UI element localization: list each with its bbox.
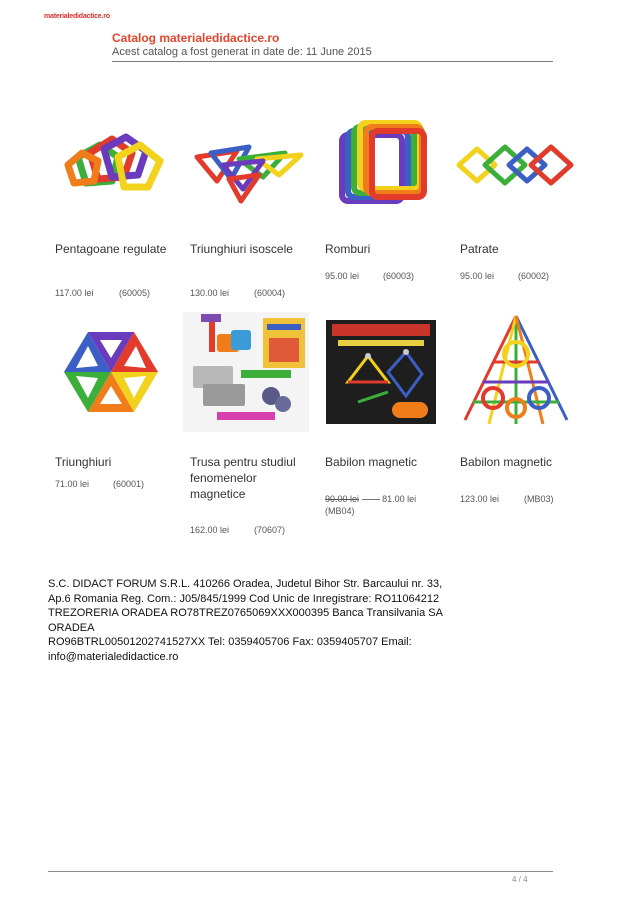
product-code: (MB03) xyxy=(524,494,554,504)
product-name[interactable]: Patrate xyxy=(460,242,499,256)
product-image[interactable] xyxy=(318,312,444,432)
company-line: Ap.6 Romania Reg. Com.: J05/845/1999 Cod Unic de Inregistrare: RO11064212 xyxy=(48,592,440,605)
product-price: 117.00 lei xyxy=(55,288,94,298)
product-price: 130.00 lei xyxy=(190,288,230,298)
product-name[interactable]: Trusa pentru studiul fenomenelor magnetice xyxy=(190,455,296,501)
product-card[interactable] xyxy=(318,105,454,281)
product-price-row xyxy=(460,271,590,281)
product-price-row xyxy=(460,494,590,504)
product-code: (60004) xyxy=(254,288,286,298)
product-image[interactable] xyxy=(318,105,444,225)
product-card[interactable] xyxy=(48,105,184,298)
product-card[interactable] xyxy=(453,312,589,504)
company-line: info@materialedidactice.ro xyxy=(48,650,179,663)
company-info xyxy=(48,577,488,665)
product-price-row xyxy=(55,479,185,489)
product-name[interactable]: Babilon magnetic xyxy=(460,455,553,469)
strike-line xyxy=(362,499,380,500)
product-code: (60003) xyxy=(383,271,415,281)
product-image[interactable] xyxy=(183,312,309,432)
product-code: (60001) xyxy=(113,479,145,489)
product-card[interactable] xyxy=(453,105,589,281)
catalog-title: Catalog materialedidactice.ro xyxy=(112,31,280,45)
site-logo: materialedidactice.ro xyxy=(44,13,110,20)
product-price: 81.00 lei xyxy=(382,494,417,504)
company-line: RO96BTRL00501202741527XX Tel: 0359405706 Fax: 0359405707 Email: xyxy=(48,636,412,649)
product-price: 162.00 lei xyxy=(190,525,230,535)
product-price: 95.00 lei xyxy=(460,271,495,281)
product-price: 95.00 lei xyxy=(325,271,360,281)
header-divider xyxy=(112,61,553,62)
product-price: 123.00 lei xyxy=(460,494,500,504)
product-price: 71.00 lei xyxy=(55,479,90,489)
product-name[interactable]: Triunghiuri xyxy=(55,455,112,469)
product-price-row xyxy=(190,525,320,535)
product-card[interactable] xyxy=(183,312,319,535)
product-code-row xyxy=(325,506,455,516)
product-card[interactable] xyxy=(183,105,319,298)
product-image[interactable] xyxy=(453,105,579,225)
page-number: 4 / 4 xyxy=(512,875,528,884)
product-old-price: 90.00 lei xyxy=(325,494,360,504)
product-price-row xyxy=(325,494,455,504)
product-image[interactable] xyxy=(183,105,309,225)
product-name[interactable]: Babilon magnetic xyxy=(325,455,418,469)
catalog-generated-date: Acest catalog a fost generat in date de: 11 June 2015 xyxy=(112,46,372,58)
product-name[interactable]: Romburi xyxy=(325,242,371,256)
footer-divider xyxy=(48,871,553,872)
product-image[interactable] xyxy=(48,105,174,225)
company-line: S.C. DIDACT FORUM S.R.L. 410266 Oradea, Judetul Bihor Str. Barcaului nr. 33, xyxy=(48,578,443,590)
product-price-row xyxy=(55,288,185,298)
product-card[interactable] xyxy=(318,312,454,516)
product-code: (70607) xyxy=(254,525,286,535)
product-card[interactable] xyxy=(48,312,184,489)
product-code: (MB04) xyxy=(325,506,355,516)
product-code: (60005) xyxy=(119,288,151,298)
product-image[interactable] xyxy=(48,312,174,432)
product-code: (60002) xyxy=(518,271,550,281)
company-line: TREZORERIA ORADEA RO78TREZ0765069XXX000395 Banca Transilvania SA ORADEA xyxy=(48,607,443,634)
product-price-row xyxy=(190,288,320,298)
product-name[interactable]: Pentagoane regulate xyxy=(55,242,167,256)
product-name[interactable]: Triunghiuri isoscele xyxy=(190,242,293,256)
product-image[interactable] xyxy=(453,312,579,432)
product-price-row xyxy=(325,271,455,281)
